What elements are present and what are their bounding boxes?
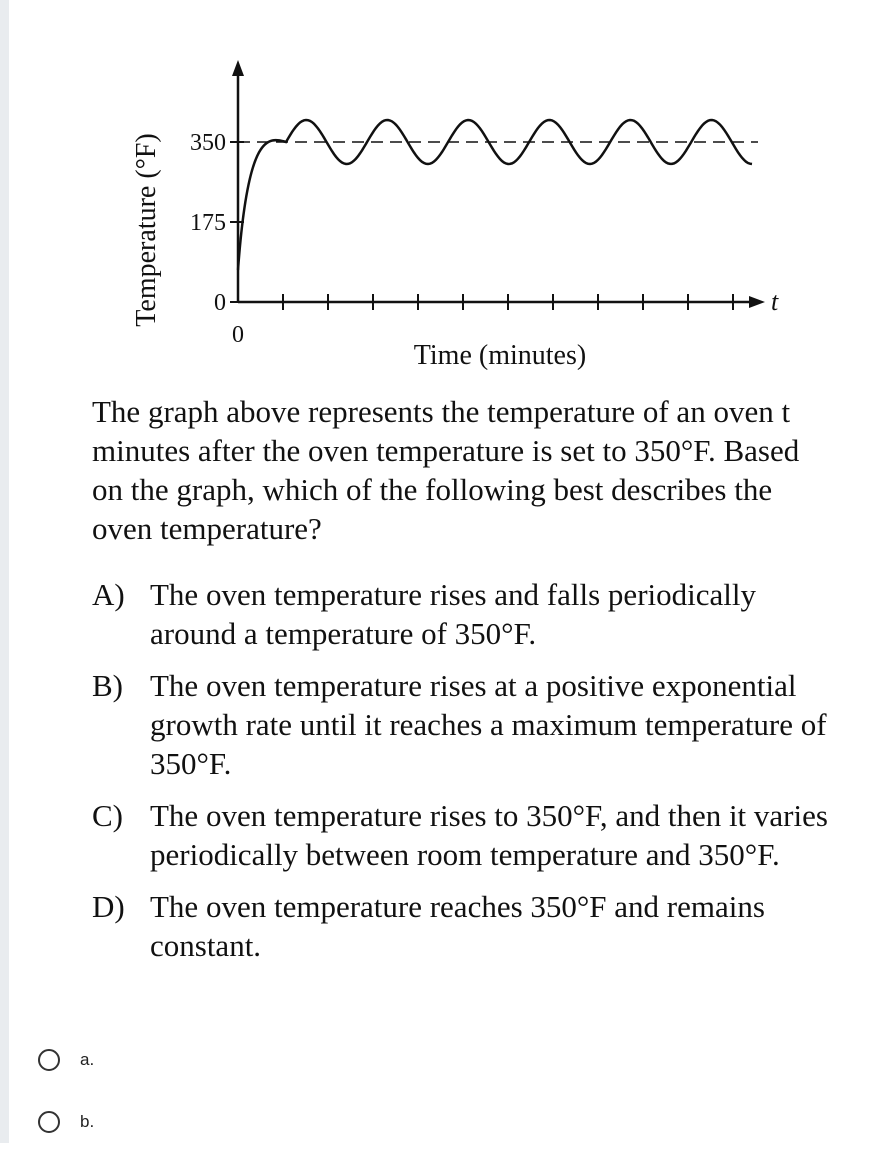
option-a: [92, 575, 832, 653]
option-letter: A): [92, 577, 125, 612]
page-left-rule: [0, 0, 9, 1143]
answer-choice-b[interactable]: [38, 1102, 94, 1142]
option-d: [92, 887, 832, 965]
y-axis-arrow: [232, 60, 244, 76]
option-text: The oven temperature rises to 350°F, and then it varies periodically between room temperature and 350°F.: [150, 798, 828, 872]
radio-button-a[interactable]: [38, 1049, 60, 1071]
option-letter: B): [92, 668, 123, 703]
option-list: [92, 575, 832, 978]
x-axis-name: t: [771, 287, 779, 316]
temperature-chart: [110, 40, 810, 370]
answer-label: b.: [80, 1112, 95, 1131]
option-text: The oven temperature rises and falls periodically around a temperature of 350°F.: [150, 577, 756, 651]
answer-choice-a[interactable]: [38, 1040, 94, 1080]
y-axis-label: Temperature (°F): [131, 133, 162, 327]
option-text: The oven temperature rises at a positive exponential growth rate until it reaches a maximum temperature of 350°F.: [150, 668, 827, 781]
option-c: [92, 796, 832, 874]
y-ticks: [190, 130, 244, 316]
answer-label: a.: [80, 1050, 95, 1069]
y-tick-label-0: 0: [214, 290, 226, 316]
option-letter: C): [92, 798, 123, 833]
y-tick-label-350: 350: [190, 130, 226, 156]
option-letter: D): [92, 889, 125, 924]
question-text: The graph above represents the temperature of an oven t minutes after the oven temperature is set to 350°F. Based on the graph, which of the following best describes the oven temperature?: [92, 394, 800, 546]
x-axis-label: Time (minutes): [413, 340, 587, 370]
radio-button-b[interactable]: [38, 1111, 60, 1133]
answer-choices: [38, 1040, 94, 1164]
option-text: The oven temperature reaches 350°F and remains constant.: [150, 889, 765, 963]
x-origin-label: 0: [232, 322, 244, 348]
x-axis-arrow: [749, 296, 765, 308]
y-tick-label-175: 175: [190, 210, 226, 236]
option-b: [92, 666, 832, 783]
